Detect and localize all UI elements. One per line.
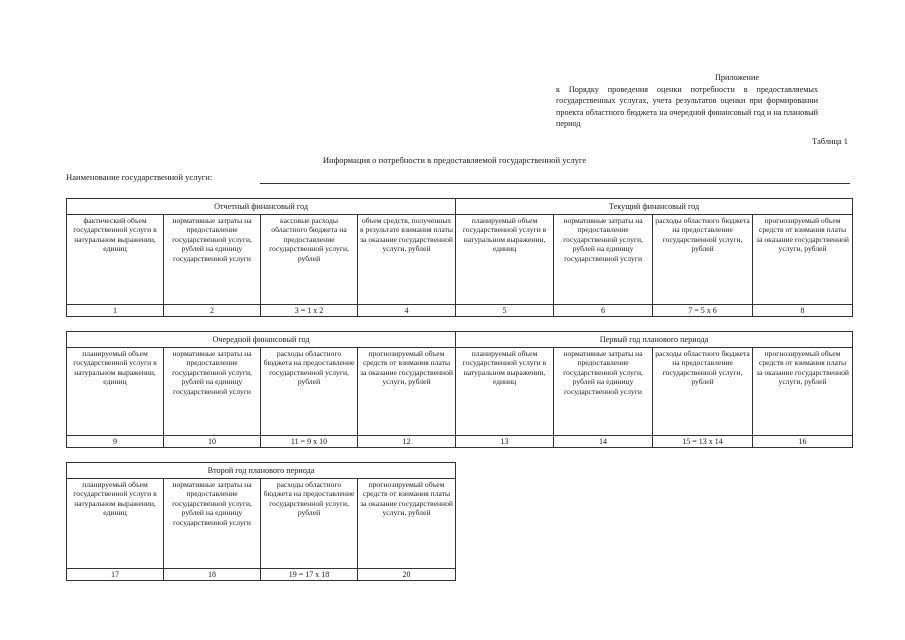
column-number: 13 xyxy=(456,436,554,448)
group-header: Отчетный финансовый год xyxy=(67,199,456,215)
appendix-title: Приложение xyxy=(715,73,759,82)
table-reporting-current xyxy=(66,198,853,317)
column-number: 1 xyxy=(67,305,164,317)
column-number: 20 xyxy=(358,569,456,581)
column-header: нормативные затраты на предоставление государственной услуги, рублей на единицу государственной услуги xyxy=(554,348,653,436)
appendix-note xyxy=(556,72,818,130)
column-header: прогнозируемый объем средств от взимания платы за оказание государственной услуги, рублей xyxy=(358,348,456,436)
column-header: расходы областного бюджета на предоставление государственной услуги, рублей xyxy=(261,479,358,569)
column-header: фактический объем государственной услуги в натуральном выражении, единиц xyxy=(67,215,164,305)
column-header: планируемый объем государственной услуги в натуральном выражении, единиц xyxy=(456,348,554,436)
column-number: 5 xyxy=(456,305,554,317)
column-number: 12 xyxy=(358,436,456,448)
column-header: расходы областного бюджета на предоставление государственной услуги, рублей xyxy=(261,348,358,436)
column-header: нормативные затраты на предоставление государственной услуги, рублей на единицу государственной услуги xyxy=(554,215,653,305)
column-number: 17 xyxy=(67,569,164,581)
column-header: планируемый объем государственной услуги в натуральном выражении, единиц xyxy=(456,215,554,305)
column-header: планируемый объем государственной услуги в натуральном выражении, единиц xyxy=(67,348,164,436)
column-number: 10 xyxy=(164,436,261,448)
document-title: Информация о потребности в предоставляемой государственной услуге xyxy=(322,155,587,165)
column-number: 18 xyxy=(164,569,261,581)
column-header: нормативные затраты на предоставление государственной услуги, рублей на единицу государственной услуги xyxy=(164,479,261,569)
column-header: прогнозируемый объем средств от взимания платы за оказание государственной услуги, рублей xyxy=(753,215,853,305)
column-header: прогнозируемый объем средств от взимания платы за оказание государственной услуги, рублей xyxy=(753,348,853,436)
column-header: кассовые расходы областного бюджета на предоставление государственной услуги, рублей xyxy=(261,215,358,305)
column-number: 4 xyxy=(358,305,456,317)
column-number: 14 xyxy=(554,436,653,448)
group-header: Первый год планового периода xyxy=(456,332,853,348)
column-header: нормативные затраты на предоставление государственной услуги, рублей на единицу государственной услуги xyxy=(164,348,261,436)
group-header: Текущий финансовый год xyxy=(456,199,853,215)
service-name-label: Наименование государственной услуги: xyxy=(66,172,213,182)
table-second-plan xyxy=(66,462,456,581)
appendix-text: к Порядку проведения оценки потребности в предоставляемых государственных услугах, учета результатов оценки при формировании проекта областного бюджета на очередной финансовый год и на плановый период xyxy=(556,84,818,128)
column-header: объем средств, полученных в результате взимания платы за оказание государственной услуги, рублей xyxy=(358,215,456,305)
table-next-first-plan xyxy=(66,331,853,448)
group-header: Второй год планового периода xyxy=(67,463,456,479)
table-number: Таблица 1 xyxy=(812,137,848,146)
column-number: 16 xyxy=(753,436,853,448)
service-name-field[interactable] xyxy=(260,183,850,184)
column-header: расходы областного бюджета на предоставление государственной услуги, рублей xyxy=(653,348,753,436)
column-number: 19 = 17 х 18 xyxy=(261,569,358,581)
group-header: Очередной финансовый год xyxy=(67,332,456,348)
column-number: 2 xyxy=(164,305,261,317)
column-number: 15 = 13 х 14 xyxy=(653,436,753,448)
column-header: расходы областного бюджета на предоставление государственной услуги, рублей xyxy=(653,215,753,305)
column-number: 3 = 1 x 2 xyxy=(261,305,358,317)
column-number: 7 = 5 х 6 xyxy=(653,305,753,317)
column-number: 9 xyxy=(67,436,164,448)
column-number: 6 xyxy=(554,305,653,317)
column-header: нормативные затраты на предоставление государственной услуги, рублей на единицу государственной услуги xyxy=(164,215,261,305)
column-number: 11 = 9 х 10 xyxy=(261,436,358,448)
column-header: планируемый объем государственной услуги в натуральном выражении, единиц xyxy=(67,479,164,569)
column-number: 8 xyxy=(753,305,853,317)
column-header: прогнозируемый объем средств от взимания платы за оказание государственной услуги, рублей xyxy=(358,479,456,569)
